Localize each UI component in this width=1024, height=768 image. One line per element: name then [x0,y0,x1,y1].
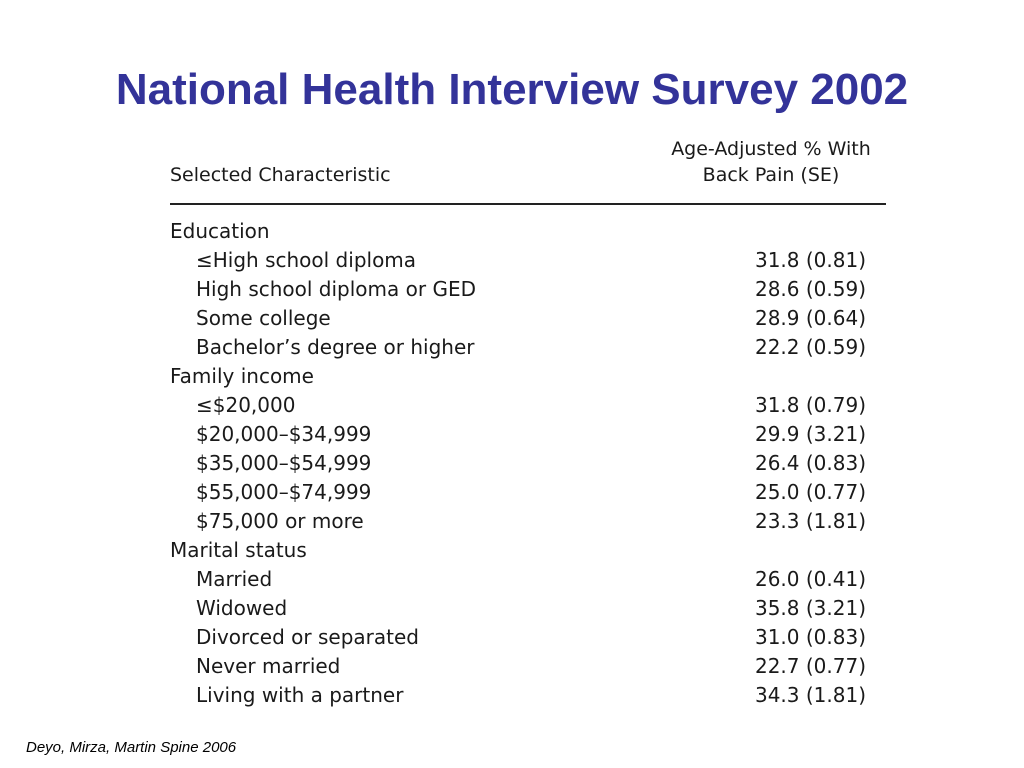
table-row [170,565,866,594]
table-row [170,594,866,623]
table-row [170,246,866,275]
group-label: Marital status [170,538,307,562]
table-row [170,420,866,449]
column-header-back-pain [656,136,886,188]
table-row [170,304,866,333]
row-value: 31.8 (0.81) [754,248,866,272]
row-label: Never married [196,654,341,678]
row-label: $35,000–$54,999 [196,451,372,475]
row-value: 26.0 (0.41) [754,567,866,591]
table-row [170,333,866,362]
column-header-back-pain-line1: Age-Adjusted % With [671,138,871,160]
row-value: 34.3 (1.81) [754,683,866,707]
row-value: 22.2 (0.59) [754,335,866,359]
row-value: 28.6 (0.59) [754,277,866,301]
row-label: ≤High school diploma [196,248,417,272]
row-value: 22.7 (0.77) [754,654,866,678]
table-group-row [170,217,866,246]
table-row [170,681,866,710]
row-label: $55,000–$74,999 [196,480,372,504]
row-label: High school diploma or GED [196,277,476,301]
column-header-characteristic: Selected Characteristic [170,164,391,186]
column-header-back-pain-line2: Back Pain (SE) [702,164,840,186]
table-row [170,275,866,304]
row-label: Widowed [196,596,288,620]
row-value: 31.8 (0.79) [754,393,866,417]
table-group-row [170,362,866,391]
table-row [170,478,866,507]
row-value: 26.4 (0.83) [754,451,866,475]
row-value: 25.0 (0.77) [754,480,866,504]
row-label: $20,000–$34,999 [196,422,372,446]
group-label: Family income [170,364,314,388]
row-label: Divorced or separated [196,625,419,649]
row-label: Some college [196,306,331,330]
row-value: 23.3 (1.81) [754,509,866,533]
row-label: Married [196,567,273,591]
group-label: Education [170,219,270,243]
row-value: 28.9 (0.64) [754,306,866,330]
table-body [170,217,866,710]
table-row [170,391,866,420]
header-rule [170,203,886,205]
table-group-row [170,536,866,565]
table-row [170,449,866,478]
back-pain-table [170,136,886,716]
citation: Deyo, Mirza, Martin Spine 2006 [26,739,237,756]
row-label: Living with a partner [196,683,404,707]
row-label: Bachelor’s degree or higher [196,335,475,359]
row-value: 31.0 (0.83) [754,625,866,649]
row-label: $75,000 or more [196,509,364,533]
table-row [170,507,866,536]
row-label: ≤$20,000 [196,393,296,417]
slide-title: National Health Interview Survey 2002 [115,65,909,114]
row-value: 35.8 (3.21) [754,596,866,620]
table-row [170,623,866,652]
row-value: 29.9 (3.21) [754,422,866,446]
table-row [170,652,866,681]
